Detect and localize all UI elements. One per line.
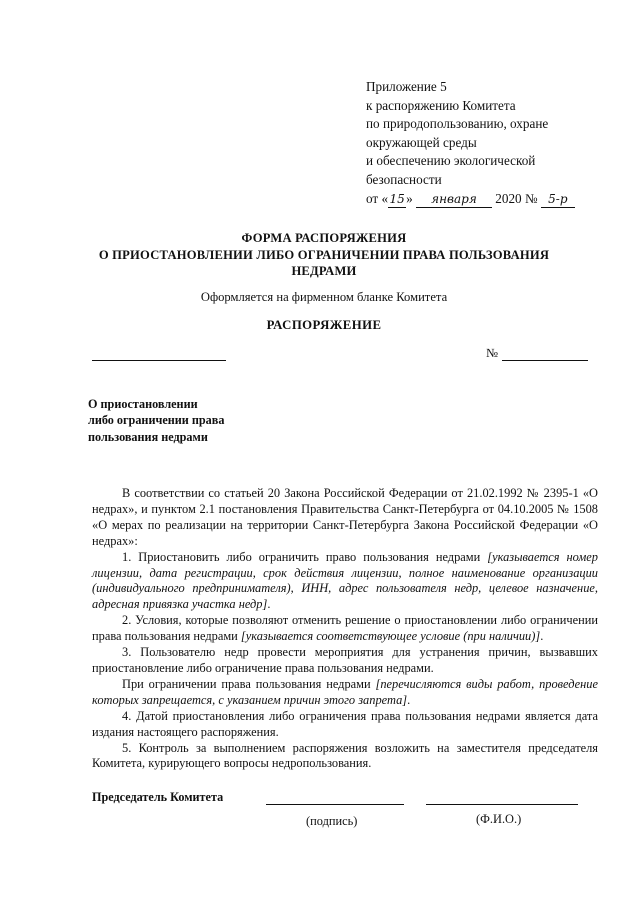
- form-title-line: О ПРИОСТАНОВЛЕНИИ ЛИБО ОГРАНИЧЕНИИ ПРАВА ПОЛЬЗОВАНИЯ: [98, 247, 550, 262]
- date-month: января: [416, 192, 492, 208]
- item-1-paragraph: [92, 550, 598, 614]
- subject-line: О приостановлении: [88, 397, 198, 411]
- appendix-date-line: [366, 190, 626, 209]
- signature-line: [266, 804, 404, 805]
- chairman-label: Председатель Комитета: [92, 790, 224, 804]
- form-title: [60, 230, 588, 280]
- order-title: РАСПОРЯЖЕНИЕ: [266, 318, 382, 332]
- restriction-paragraph: [92, 677, 598, 709]
- item-4-paragraph: 4. Датой приостановления либо ограничения права пользования недрами является дата издания настоящего распоряжения.: [92, 708, 598, 739]
- order-subject: [88, 396, 224, 445]
- appendix-line: Приложение 5: [366, 79, 447, 94]
- date-blank-line: [92, 360, 226, 361]
- item-1-placeholder: [указывается номер лицензии, дата регистрации, срок действия лицензии, полное наименование организации (индивидуального предпринимателя), ИНН, адрес пользователя недр, целевое назначение, адресная привязка участка недр]: [92, 549, 598, 612]
- item-1-text: 1. Приостановить либо ограничить право пользования недрами: [122, 549, 488, 564]
- appendix-line: безопасности: [366, 171, 442, 187]
- number-label: №: [486, 346, 499, 360]
- subject-line: либо ограничении права: [88, 413, 225, 428]
- subject-line: пользования недрами: [88, 429, 208, 444]
- item-2-end: .: [540, 629, 544, 644]
- date-number: 5-р: [541, 192, 575, 208]
- name-caption: (Ф.И.О.): [476, 812, 522, 826]
- date-prefix: от «: [366, 190, 389, 206]
- appendix-line: и обеспечению экологической: [366, 153, 536, 169]
- number-blank-line: [502, 360, 588, 361]
- preamble-paragraph: В соответствии со статьей 20 Закона Российской Федерации от 21.02.1992 № 2395-1 «О недрах», и пунктом 2.1 постановления Правительства Санкт-Петербурга от 04.10.2005 № 1508 «О мерах по реализации на территории Санкт-Петербурга Закона Российской Федерации «О недрах»:: [92, 486, 598, 548]
- form-title-line: НЕДРАМИ: [291, 264, 357, 278]
- item-2-text: 2. Условия, которые позволяют отменить решение о приостановлении либо ограничении права пользования недрами: [92, 613, 598, 644]
- item-2-placeholder: [указывается соответствующее условие (при наличии)]: [240, 629, 541, 644]
- date-year: 2020 №: [495, 190, 538, 206]
- item-3-paragraph: 3. Пользователю недр провести мероприятия для устранения причин, вызвавших приостановление либо ограничение права пользования недрами.: [92, 645, 598, 675]
- restriction-end: .: [407, 692, 411, 707]
- signature-caption: (подпись): [306, 814, 358, 828]
- restriction-text: При ограничении права пользования недрами: [122, 676, 376, 691]
- date-day: 15: [389, 191, 405, 206]
- name-line: [426, 804, 578, 805]
- appendix-line: окружающей среды: [366, 134, 477, 150]
- letterhead-note: Оформляется на фирменном бланке Комитета: [200, 290, 448, 304]
- item-1-end: .: [267, 597, 271, 612]
- date-mid: »: [406, 190, 413, 206]
- form-title-line: ФОРМА РАСПОРЯЖЕНИЯ: [241, 231, 407, 245]
- order-body: [92, 486, 598, 772]
- restriction-placeholder: [перечисляются виды работ, проведение которых запрещается, с указанием причин этого запрета]: [92, 676, 598, 707]
- appendix-line: по природопользованию, охране: [366, 116, 549, 132]
- item-2-paragraph: [92, 613, 598, 645]
- appendix-block: [366, 78, 626, 208]
- item-5-paragraph: 5. Контроль за выполнением распоряжения возложить на заместителя председателя Комитета, курирующего вопросы недропользования.: [92, 740, 598, 771]
- appendix-line: к распоряжению Комитета: [366, 97, 516, 113]
